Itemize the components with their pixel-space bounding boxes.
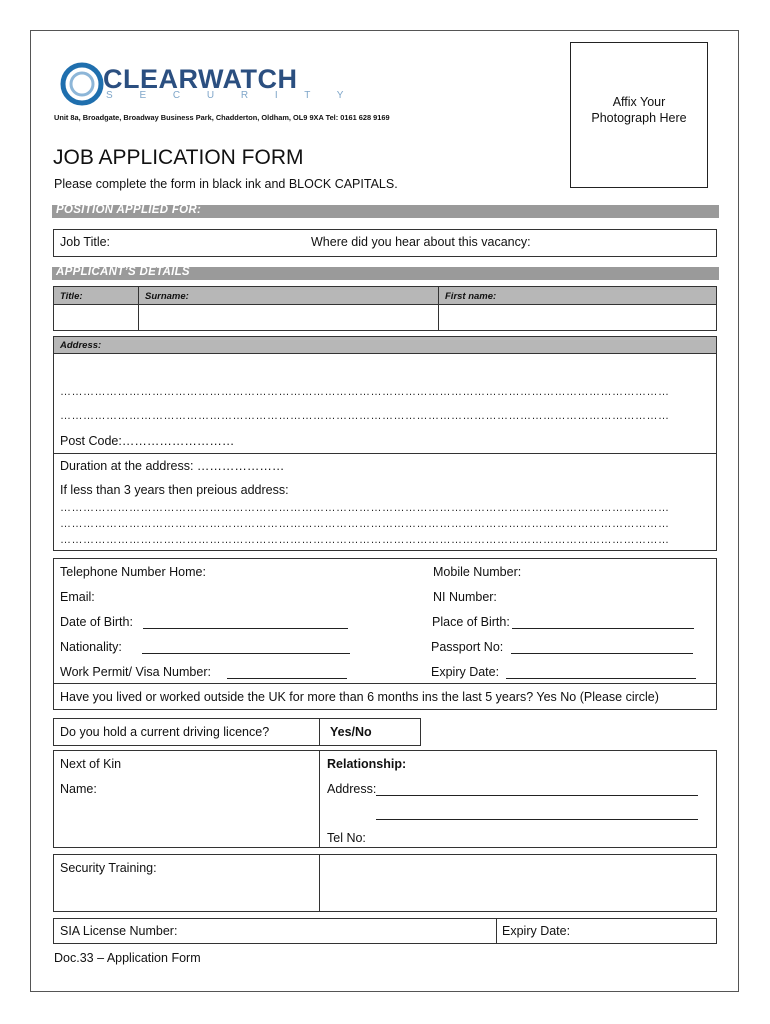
licence-answer[interactable]: Yes/No bbox=[330, 725, 372, 739]
kin-divider bbox=[319, 751, 320, 847]
passport-field[interactable] bbox=[511, 653, 693, 654]
name-table-divider-1 bbox=[138, 287, 139, 330]
title-label: Title: bbox=[60, 291, 83, 302]
address-line-1: …………………………………………………………………………………………………………………………………………… bbox=[60, 386, 670, 398]
document-footer: Doc.33 – Application Form bbox=[54, 951, 201, 965]
company-tagline: S E C U R I T Y bbox=[106, 90, 356, 101]
title-field[interactable] bbox=[55, 305, 137, 329]
contact-box bbox=[53, 558, 717, 710]
next-of-kin-label: Next of Kin bbox=[60, 757, 122, 771]
dob-field[interactable] bbox=[143, 628, 348, 629]
training-label: Security Training: bbox=[60, 861, 157, 875]
duration-label: Duration at the address: ………………… bbox=[60, 459, 285, 473]
tel-home-label: Telephone Number Home: bbox=[60, 565, 206, 579]
outside-uk-question: Have you lived or worked outside the UK for more than 6 months ins the last 5 years? Yes No (Please circle) bbox=[60, 690, 659, 704]
email-label: Email: bbox=[60, 590, 95, 604]
expiry-field[interactable] bbox=[506, 678, 696, 679]
training-divider bbox=[319, 855, 320, 911]
form-instructions: Please complete the form in black ink and BLOCK CAPITALS. bbox=[54, 177, 398, 191]
previous-address-line-2: …………………………………………………………………………………………………………………………………………… bbox=[60, 518, 670, 530]
page-title: JOB APPLICATION FORM bbox=[53, 146, 304, 169]
job-title-label: Job Title: bbox=[60, 235, 111, 249]
expiry-label: Expiry Date: bbox=[431, 665, 500, 679]
address-header bbox=[54, 337, 716, 354]
sia-expiry-label: Expiry Date: bbox=[502, 924, 571, 938]
kin-address-label: Address: bbox=[327, 782, 377, 796]
work-permit-label: Work Permit/ Visa Number: bbox=[60, 665, 211, 679]
first-name-label: First name: bbox=[445, 291, 497, 302]
name-table-divider-2 bbox=[438, 287, 439, 330]
surname-label: Surname: bbox=[145, 291, 189, 302]
address-divider bbox=[54, 453, 716, 454]
applicant-section-header bbox=[52, 267, 719, 280]
passport-label: Passport No: bbox=[431, 640, 504, 654]
applicant-header-label: APPLICANT’S DETAILS bbox=[56, 266, 190, 278]
photo-box-text-2: Photograph Here bbox=[591, 111, 687, 125]
nationality-label: Nationality: bbox=[60, 640, 122, 654]
ni-label: NI Number: bbox=[433, 590, 497, 604]
previous-address-label: If less than 3 years then preious address: bbox=[60, 483, 289, 497]
address-line-2: …………………………………………………………………………………………………………………………………………… bbox=[60, 410, 670, 422]
sia-divider bbox=[496, 919, 497, 943]
previous-address-line-1: …………………………………………………………………………………………………………………………………………… bbox=[60, 502, 670, 514]
contact-divider bbox=[54, 683, 716, 684]
pob-field[interactable] bbox=[512, 628, 694, 629]
kin-tel-label: Tel No: bbox=[327, 831, 366, 845]
licence-question: Do you hold a current driving licence? bbox=[60, 725, 270, 739]
nationality-field[interactable] bbox=[142, 653, 350, 654]
photo-box bbox=[570, 42, 708, 188]
mobile-label: Mobile Number: bbox=[433, 565, 522, 579]
surname-field[interactable] bbox=[140, 305, 437, 329]
previous-address-line-3: …………………………………………………………………………………………………………………………………………… bbox=[60, 534, 670, 546]
kin-address-field-1[interactable] bbox=[376, 795, 698, 796]
position-section-header bbox=[52, 205, 719, 218]
first-name-field[interactable] bbox=[440, 305, 715, 329]
kin-address-field-2[interactable] bbox=[376, 819, 698, 820]
post-code-label: Post Code:……………………… bbox=[60, 434, 235, 448]
relationship-label: Relationship: bbox=[327, 757, 407, 771]
sia-license-label: SIA License Number: bbox=[60, 924, 178, 938]
address-label: Address: bbox=[60, 340, 102, 351]
kin-name-label: Name: bbox=[60, 782, 97, 796]
photo-box-text-1: Affix Your bbox=[612, 95, 666, 109]
dob-label: Date of Birth: bbox=[60, 615, 133, 629]
company-address: Unit 8a, Broadgate, Broadway Business Park, Chadderton, Oldham, OL9 9XA Tel: 0161 628 9169 bbox=[54, 113, 390, 122]
company-name: CLEARWATCH bbox=[103, 64, 298, 94]
work-permit-field[interactable] bbox=[227, 678, 347, 679]
position-header-label: POSITION APPLIED FOR: bbox=[56, 204, 202, 216]
vacancy-source-label: Where did you hear about this vacancy: bbox=[311, 235, 531, 249]
licence-divider bbox=[319, 719, 320, 745]
clearwatch-logo-icon bbox=[60, 62, 104, 106]
pob-label: Place of Birth: bbox=[432, 615, 510, 629]
